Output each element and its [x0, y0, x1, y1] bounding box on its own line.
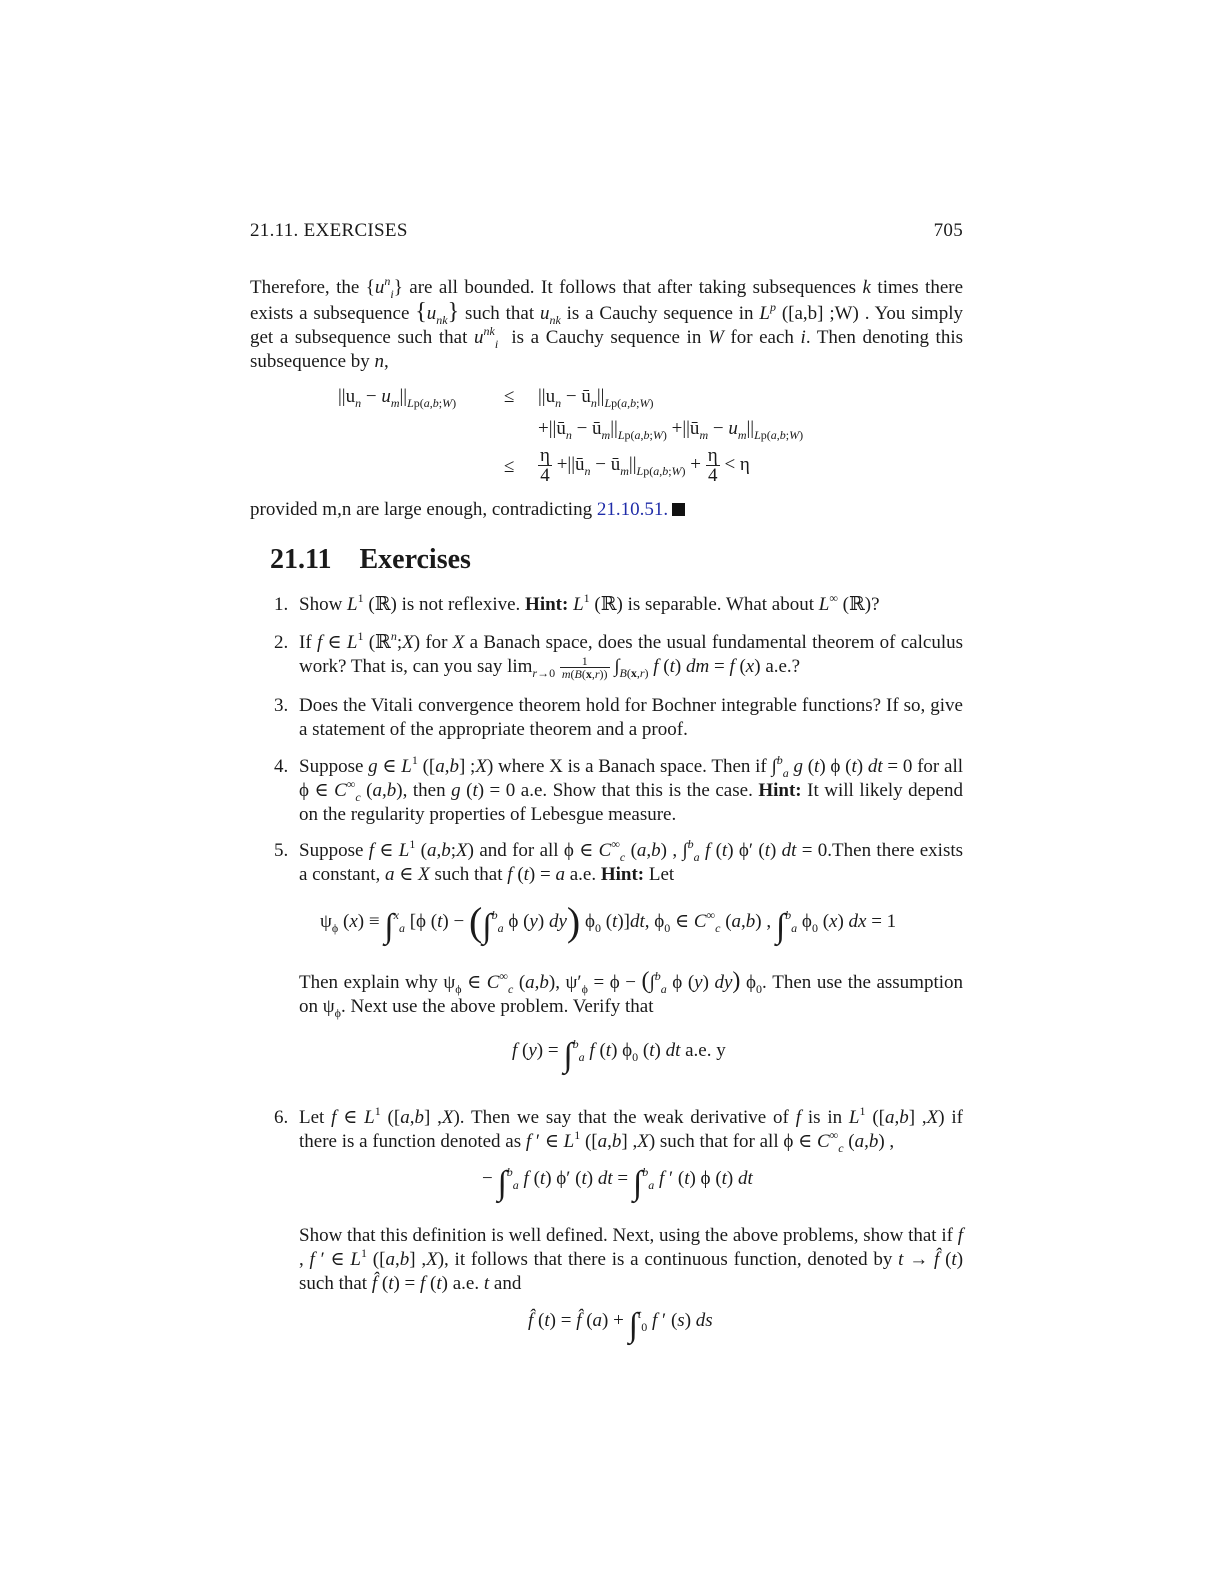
exercise-5-then: Then explain why $\psi_\phi$ ∈ $C^\infty_c$ (a,b), $\psi'_\phi = \phi - (\int^b_a$ ϕ (y) dy) $\phi_0$. Then use the assumption on $\psi_\phi$. Next use the above problem. Verify that: [299, 968, 964, 1020]
weak-derivative-equation: − ∫$^b_a$ f (t) ϕ′ (t) dt = ∫$^b_a$ f ′ (t) ϕ (t) dt: [482, 1165, 753, 1202]
section-header: 21.11. EXERCISES: [250, 220, 408, 241]
display-lhs: $||u_n - u_m||_{Lp(a,b;W)}$: [338, 386, 457, 410]
display-rhs-2: $+||ū_n$ − $ū_m||_{Lp(a,b;W)}$ $+||ū_m - u_m||_{Lp(a,b;W)}$: [538, 418, 804, 442]
section-heading: [270, 544, 471, 576]
psi-definition: $\psi_\phi$ (x) ≡ ∫$^x_a$ [ϕ (t) − (∫$^b_a$ ϕ (y) dy) $\phi_0$ (t)]dt, $\phi_0$ ∈ $C^\infty_c$ (a,b) , ∫$^b_a$ $\phi_0$ (x) dx = 1: [320, 899, 897, 945]
exercise-6: 6. Let f ∈ $L^1$ ([a,b] ,X). Then we say that the weak derivative of f is in $L^1$ ([a,b] ,X) if there is a function denoted as f ′ ∈ $L^1$ ([a,b] ,X) such that for all ϕ ∈ $C^\infty_c$ (a,b) ,: [274, 1104, 964, 1155]
qed-square: [672, 503, 685, 516]
intro-paragraph: Therefore, the $\{u^n_i\}$ are all bounded. It follows that after taking subsequences k times there exists a subsequence $\{u_{nk}\}$ such that $u_{nk}$ is a Cauchy sequence in $L^p$ ([a,b] ;W) . You simply get a subsequence such that $u^{nk}_i$ is a Cauchy sequence in W for each i. Then denoting this subsequence by n,: [250, 274, 964, 372]
display-le-2: ≤: [504, 456, 515, 477]
page-number: 705: [933, 220, 963, 241]
running-head: [250, 220, 963, 242]
exercise-5: 5. Suppose f ∈ $L^1$ (a,b;X) and for all ϕ ∈ $C^\infty_c$ (a,b) , ∫$^b_a$ f (t) ϕ′ (t) dt = 0.Then there exists a constant, a ∈ X such that f (t) = a a.e. Hint: Let: [274, 837, 964, 885]
exercise-2: 2. If f ∈ $L^1$ (ℝ$^n$;X) for X a Banach space, does the usual fundamental theorem of calculus work? That is, can you say $\lim_{r\to 0}$ $\frac{1}{m(B(x,r))}$ $\int_{B(x,r)}$ f (t) dm = f (x) a.e.?: [274, 629, 963, 682]
display-le-1: ≤: [504, 386, 515, 407]
ftc-equation: f̂ (t) = f̂ (a) + ∫$^t_0$ f ′ (s) ds: [528, 1307, 713, 1344]
display-rhs-1: $||u_n$ − $ū_n||_{Lp(a,b;W)}$: [538, 386, 654, 410]
conclusion-line: provided m,n are large enough, contradicting 21.10.51.: [250, 498, 963, 522]
section-title: Exercises: [359, 544, 471, 575]
exercise-4: 4. Suppose g ∈ $L^1$ ([a,b] ;X) where X is a Banach space. Then if ∫$^b_a$ g (t) ϕ (t) dt = 0 for all ϕ ∈ $C^\infty_c$ (a,b), then g (t) = 0 a.e. Show that this is the case. Hint: It will likely depend on the regularity properties of Lebesgue measure.: [274, 753, 964, 825]
exercise-1: 1. Show $L^1$ (ℝ) is not reflexive. Hint: $L^1$ (ℝ) is separable. What about L∞ (ℝ)?: [274, 591, 880, 615]
verify-equation: f (y) = ∫$^b_a$ f (t) $\phi_0$ (t) dt a.e. y: [512, 1037, 726, 1074]
display-rhs-3: $\frac{\eta}{4}$ $+||ū_n$ − $ū_m||_{Lp(a,b;W)}$ + $\frac{\eta}{4}$ < η: [540, 445, 750, 486]
exercise-6-show: Show that this definition is well defined. Next, using the above problems, show that if f , f ′ ∈ $L^1$ ([a,b] ,X), it follows that there is a continuous function, denoted by t → f̂ (t) such that f̂ (t) = f (t) a.e. t and: [299, 1225, 964, 1294]
ref-link[interactable]: 21.10.51.: [596, 499, 669, 520]
section-number: 21.11: [270, 544, 332, 575]
exercise-3: 3. Does the Vitali convergence theorem hold for Bochner integrable functions? If so, give a statement of the appropriate theorem and a proof.: [274, 695, 963, 740]
